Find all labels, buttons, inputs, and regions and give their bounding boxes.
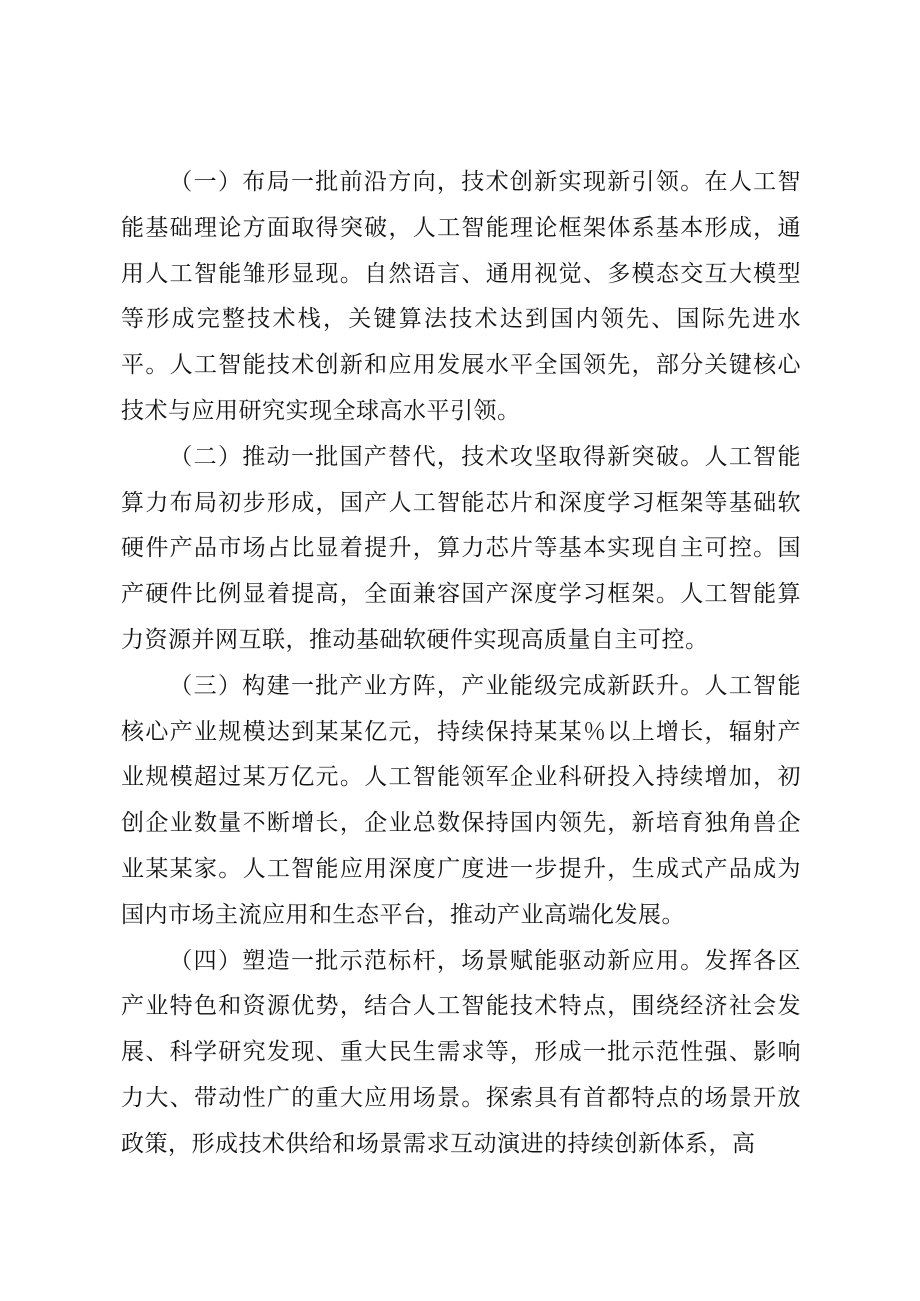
- document-body: [121, 160, 801, 1168]
- paragraph-3: （三）构建一批产业方阵，产业能级完成新跃升。人工智能核心产业规模达到某某亿元，持续保持某某％以上增长，辐射产业规模超过某万亿元。人工智能领军企业科研投入持续增加，初创企业数量不断增长，企业总数保持国内领先，新培育独角兽企业某某家。人工智能应用深度广度进一步提升，生成式产品成为国内市场主流应用和生态平台，推动产业高端化发展。: [121, 672, 801, 928]
- paragraph-2: （二）推动一批国产替代，技术攻坚取得新突破。人工智能算力布局初步形成，国产人工智能芯片和深度学习框架等基础软硬件产品市场占比显着提升，算力芯片等基本实现自主可控。国产硬件比例显着提高，全面兼容国产深度学习框架。人工智能算力资源并网互联，推动基础软硬件实现高质量自主可控。: [121, 443, 801, 653]
- paragraph-1: （一）布局一批前沿方向，技术创新实现新引领。在人工智能基础理论方面取得突破，人工智能理论框架体系基本形成，通用人工智能雏形显现。自然语言、通用视觉、多模态交互大模型等形成完整技术栈，关键算法技术达到国内领先、国际先进水平。人工智能技术创新和应用发展水平全国领先，部分关键核心技术与应用研究实现全球高水平引领。: [121, 169, 801, 424]
- paragraph-4: （四）塑造一批示范标杆，场景赋能驱动新应用。发挥各区产业特色和资源优势，结合人工智能技术特点，围绕经济社会发展、科学研究发现、重大民生需求等，形成一批示范性强、影响力大、带动性广的重大应用场景。探索具有首都特点的场景开放政策，形成技术供给和场景需求互动演进的持续创新体系，高: [121, 947, 801, 1157]
